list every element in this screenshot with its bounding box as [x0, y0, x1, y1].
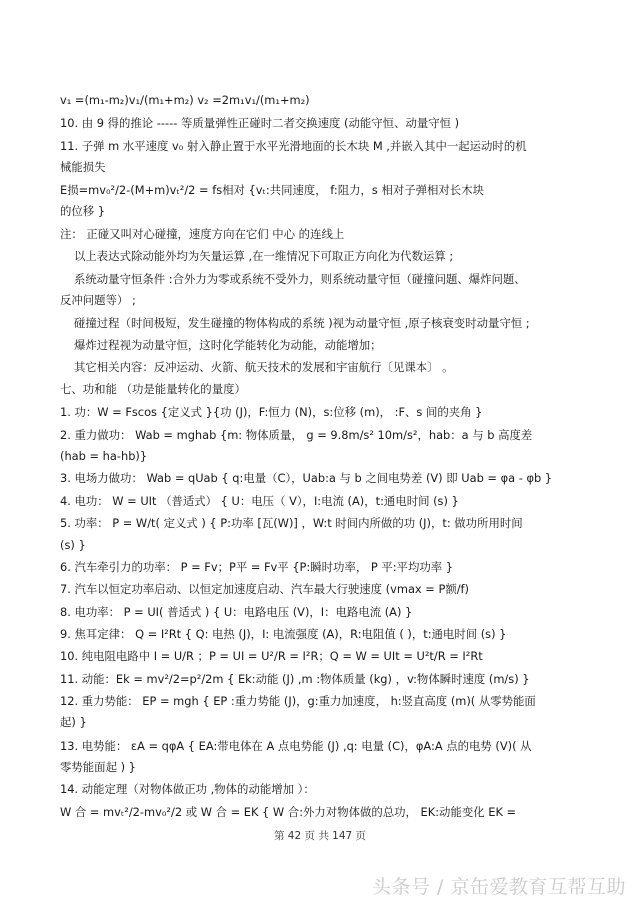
text-line: 1. 功：W = Fscos {定义式 }{功 (J)，F:恒力 (N)，s:位移 (m)， :F、s 间的夹角 }: [60, 405, 483, 419]
text-line: E损=mv₀²/2-(M+m)vₜ²/2 = fs相对 {vₜ:共同速度， f:阻力，s 相对子弹相对长木块: [60, 183, 484, 197]
text-line: 以上表达式除动能外均为矢量运算 ,在一维情况下可取正方向化为代数运算 ;: [74, 249, 454, 263]
text-line: (hab = ha-hb)}: [60, 449, 148, 463]
text-line: 8. 电功率： P = UI( 普适式 ) { U：电路电压 (V)，I：电路电流 (A) }: [60, 605, 413, 619]
text-line: 其它相关内容：反冲运动、火箭、航天技术的发展和宇宙航行〔见课本〕 。: [74, 360, 454, 374]
text-line: 反冲问题等） ;: [60, 293, 136, 307]
text-line: 5. 功率： P = W/t( 定义式 ) { P:功率 [瓦(W)] ，W:t 时间内所做的功 (J)，t: 做功所用时间: [60, 516, 523, 530]
text-line: 零势能面起 ) }: [60, 760, 136, 774]
section-heading: 七、功和能 （功是能量转化的量度）: [60, 382, 246, 396]
text-line: 13. 电势能： εA = qφA { EA:带电体在 A 点电势能 (J) ,q: 电量 (C)，φA:A 点的电势 (V)( 从: [60, 739, 532, 753]
text-line: 11. 子弹 m 水平速度 v₀ 射入静止置于水平光滑地面的长木块 M ,并嵌入其中一起运动时的机: [60, 139, 527, 153]
page-footer: 第 42 页 共 147 页: [273, 830, 367, 842]
text-line: 7. 汽车以恒定功率启动、以恒定加速度启动、汽车最大行驶速度 (vmax = P额/f): [60, 582, 469, 596]
text-line: 2. 重力做功： Wab = mghab {m: 物体质量， g = 9.8m/s² 10m/s²，hab：a 与 b 高度差: [60, 428, 533, 442]
text-line: 起) }: [60, 715, 87, 729]
text-line: 械能损失: [60, 160, 106, 174]
text-line: 12. 重力势能： EP = mgh { EP :重力势能 (J)，g:重力加速度， h:竖直高度 (m)( 从零势能面: [60, 694, 536, 708]
text-line: 的位移 }: [60, 204, 106, 218]
text-line: 注： 正碰又叫对心碰撞，速度方向在它们 中心 的连线上: [60, 227, 345, 241]
watermark: 头条号 / 京缶爱教育互帮互助: [372, 876, 626, 898]
text-line: 11. 动能：Ek = mv²/2=p²/2m { Ek:动能 (J) ,m :物体质量 (kg) ，v:物体瞬时速度 (m/s) }: [60, 672, 530, 686]
text-line: 10. 由 9 得的推论 ----- 等质量弹性正碰时二者交换速度 (动能守恒、动量守恒 ): [60, 116, 460, 130]
text-line: v₁ =(m₁-m₂)v₁/(m₁+m₂) v₂ =2m₁v₁/(m₁+m₂): [60, 93, 310, 107]
text-line: (s) }: [60, 538, 86, 552]
text-line: 10. 纯电阻电路中 I = U/R ；P = UI = U²/R = I²R；Q = W = UIt = U²t/R = I²Rt: [60, 649, 483, 663]
text-line: 碰撞过程（时间极短，发生碰撞的物体构成的系统 )视为动量守恒 ,原子核衰变时动量守恒 ;: [74, 316, 530, 330]
text-line: 14. 动能定理（对物体做正功 ,物体的动能增加 ）：: [60, 782, 315, 796]
text-line: 4. 电功： W = UIt （普适式） { U：电压（ V），I:电流 (A)，t:通电时间 (s) }: [60, 494, 459, 508]
text-line: 3. 电场力做功： Wab = qUab { q:电量（C），Uab:a 与 b 之间电势差 (V) 即 Uab = φa - φb }: [60, 471, 553, 485]
text-line: 6. 汽车牵引力的功率： P = Fv；P平 = Fv平 {P:瞬时功率， P 平:平均功率 }: [60, 560, 453, 574]
text-line: 9. 焦耳定律： Q = I²Rt { Q: 电热 (J)，I: 电流强度 (A)，R:电阻值 ( )，t:通电时间 (s) }: [60, 627, 507, 641]
text-line: 爆炸过程视为动量守恒，这时化学能转化为动能，动能增加；: [74, 338, 382, 352]
text-line: 系统动量守恒条件 :合外力为零或系统不受外力，则系统动量守恒（碰撞问题、爆炸问题、: [74, 272, 526, 286]
text-line: W 合 = mvₜ²/2-mv₀²/2 或 W 合 = EK { W 合:外力对物体做的总功， EK:动能变化 EK =: [60, 805, 517, 819]
